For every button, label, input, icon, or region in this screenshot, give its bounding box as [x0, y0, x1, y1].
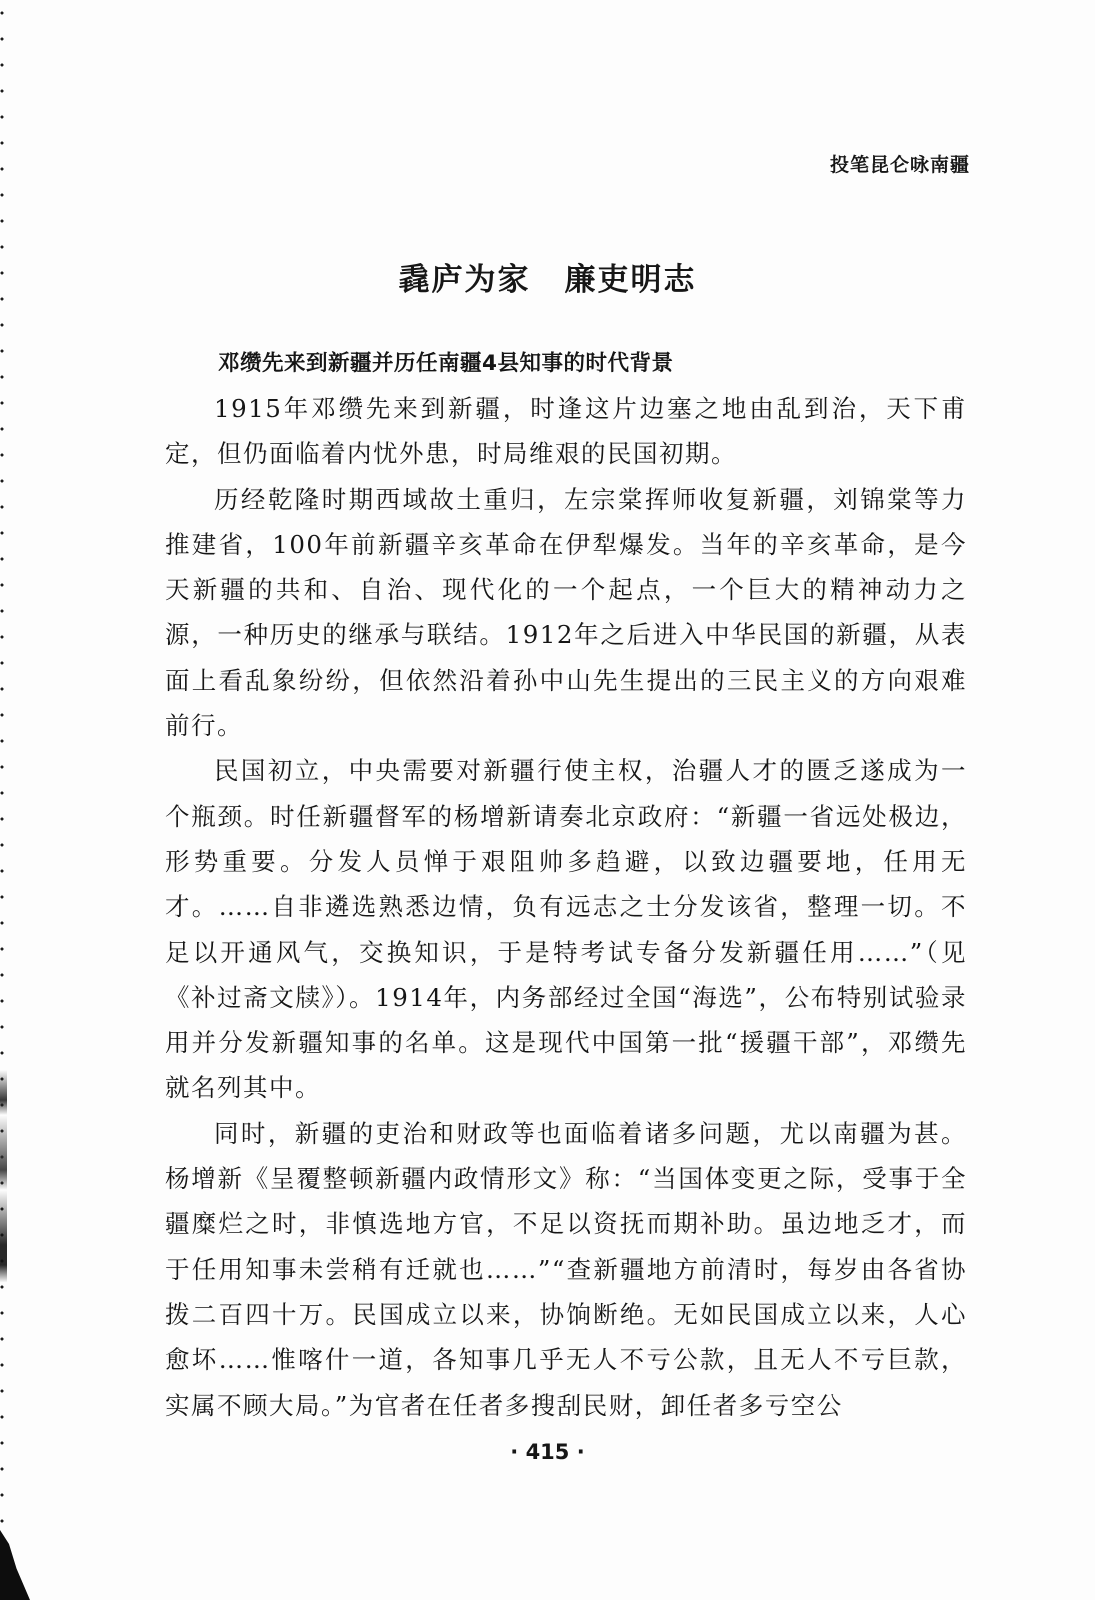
- scan-corner-shadow: [0, 1530, 30, 1600]
- body-text: [165, 386, 967, 1428]
- chapter-title-part-2: 廉吏明志: [564, 262, 697, 298]
- section-heading: 邓缵先来到新疆并历任南疆4县知事的时代背景: [218, 351, 674, 376]
- binding-edge-marks: [0, 0, 4, 1600]
- scan-edge-shadow: [0, 1070, 7, 1320]
- paragraph-1: 1915年邓缵先来到新疆，时逢这片边塞之地由乱到治，天下甫定，但仍面临着内忧外患，时局维艰的民国初期。: [165, 394, 967, 469]
- paragraph-2: 历经乾隆时期西域故土重归，左宗棠挥师收复新疆，刘锦棠等力推建省，100年前新疆辛亥革命在伊犁爆发。当年的辛亥革命，是今天新疆的共和、自治、现代化的一个起点，一个巨大的精神动力之源，一种历史的继承与联结。1912年之后进入中华民国的新疆，从表面上看乱象纷纷，但依然沿着孙中山先生提出的三民主义的方向艰难前行。: [165, 484, 967, 741]
- paragraph-3: 民国初立，中央需要对新疆行使主权，治疆人才的匮乏遂成为一个瓶颈。时任新疆督军的杨增新请奏北京政府：“新疆一省远处极边，形势重要。分发人员惮于艰阻帅多趋避，以致边疆要地，任用无才。……自非遴选熟悉边情，负有远志之士分发该省，整理一切。不足以开通风气，交换知识，于是特考试专备分发新疆任用……”（见《补过斋文牍》）。1914年，内务部经过全国“海选”，公布特别试验录用并分发新疆知事的名单。这是现代中国第一批“援疆干部”，邓缵先就名列其中。: [165, 756, 967, 1103]
- chapter-title-part-1: 毳庐为家: [398, 262, 531, 298]
- paragraph-4: 同时，新疆的吏治和财政等也面临着诸多问题，尤以南疆为甚。杨增新《呈覆整顿新疆内政情形文》称：“当国体变更之际，受事于全疆糜烂之时，非慎选地方官，不足以资抚而期补助。虽边地乏才，而于任用知事未尝稍有迁就也……”“查新疆地方前清时，每岁由各省协拨二百四十万。民国成立以来，协饷断绝。无如民国成立以来，人心愈坏……惟喀什一道，各知事几乎无人不亏公款，且无人不亏巨款，实属不顾大局。”为官者在任者多搜刮民财，卸任者多亏空公: [165, 1118, 967, 1420]
- running-header: 投笔昆仑咏南疆: [829, 154, 970, 176]
- chapter-title: [0, 254, 1095, 299]
- page-number: · 415 ·: [510, 1440, 585, 1464]
